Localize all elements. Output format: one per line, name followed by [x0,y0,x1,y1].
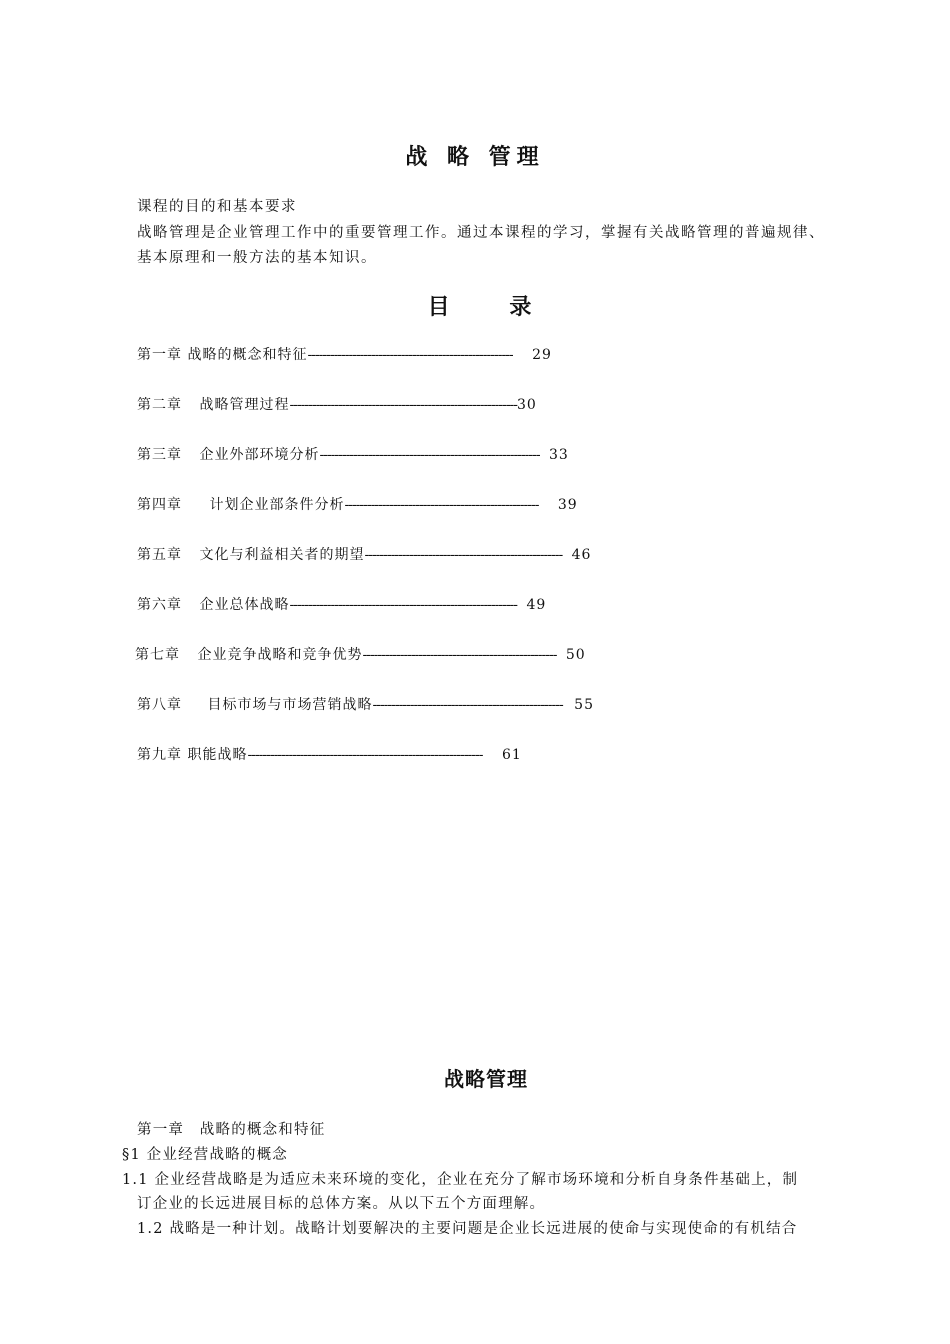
toc-title: 目 录 [427,295,558,320]
toc-name: 战略的概念和特征 [187,347,308,363]
intro-line-1: 战略管理是企业管理工作中的重要管理工作。通过本课程的学习，掌握有关战略管理的普遍规律、 [137,225,825,241]
paragraph-1-line-2: 订企业的长远进展目标的总体方案。从以下五个方面理解。 [137,1196,546,1212]
toc-leader: ---------------------------------------------------- [362,647,557,663]
toc-chapter: 第七章 [135,647,180,663]
intro-heading: 课程的目的和基本要求 [137,199,297,215]
toc-leader: --------------------------------------------------- [372,697,563,713]
toc-chapter: 第八章 [137,697,182,713]
toc-name: 目标市场与市场营销战略 [207,697,373,713]
toc-page: 46 [571,547,592,563]
toc-name: 战略管理过程 [199,397,290,413]
toc-chapter: 第六章 [137,597,182,613]
section-heading: §1 企业经营战略的概念 [122,1147,288,1163]
chapter-heading: 第一章 战略的概念和特征 [137,1122,326,1138]
toc-name: 计划企业部条件分析 [209,497,345,513]
toc-name: 企业总体战略 [199,597,290,613]
toc-leader: ------------------------------------------------------- [307,347,513,363]
toc-page: 30 [517,397,537,413]
toc-chapter: 第三章 [137,447,182,463]
toc-chapter: 第四章 [137,497,182,513]
document-title: 战 略 管理 [405,145,545,170]
toc-page: 49 [526,597,547,613]
toc-entry-9 [137,744,522,766]
toc-chapter: 第九章 [137,747,182,763]
toc-name: 企业竞争战略和竞争优势 [197,647,363,663]
toc-page: 50 [565,647,586,663]
intro-line-2: 基本原理和一般方法的基本知识。 [137,250,377,266]
toc-chapter: 第五章 [137,547,182,563]
toc-entry-4 [137,494,578,516]
toc-chapter: 第二章 [137,397,182,413]
toc-leader: ------------------------------------------------------------- [289,397,518,413]
toc-leader: ---------------------------------------------------- [344,497,539,513]
toc-chapter: 第一章 [137,347,182,363]
toc-entry-6 [137,594,546,616]
section-title: 战略管理 [444,1067,528,1091]
toc-entry-8 [137,694,594,716]
toc-page: 39 [557,497,578,513]
toc-page: 55 [574,697,594,713]
toc-name: 文化与利益相关者的期望 [199,547,365,563]
toc-name: 企业外部环境分析 [199,447,320,463]
toc-leader: ------------------------------------------------------------- [289,597,518,613]
toc-leader: --------------------------------------------------------------- [247,747,483,763]
toc-page: 33 [549,447,569,463]
paragraph-1-line-1: 1.1 企业经营战略是为适应未来环境的变化，企业在充分了解市场环境和分析自身条件基础上，制 [122,1172,799,1188]
toc-entry-3 [137,444,569,466]
toc-entry-1 [137,344,552,366]
toc-entry-7 [135,644,586,666]
toc-name: 职能战略 [187,747,248,763]
toc-leader: ----------------------------------------------------------- [319,447,540,463]
toc-leader: ----------------------------------------------------- [364,547,563,563]
toc-page: 61 [501,747,522,763]
toc-entry-2 [137,394,537,416]
toc-page: 29 [532,347,552,363]
toc-entry-5 [137,544,591,566]
paragraph-2-line-1: 1.2 战略是一种计划。战略计划要解决的主要问题是企业长远进展的使命与实现使命的有机结合 [137,1221,798,1237]
